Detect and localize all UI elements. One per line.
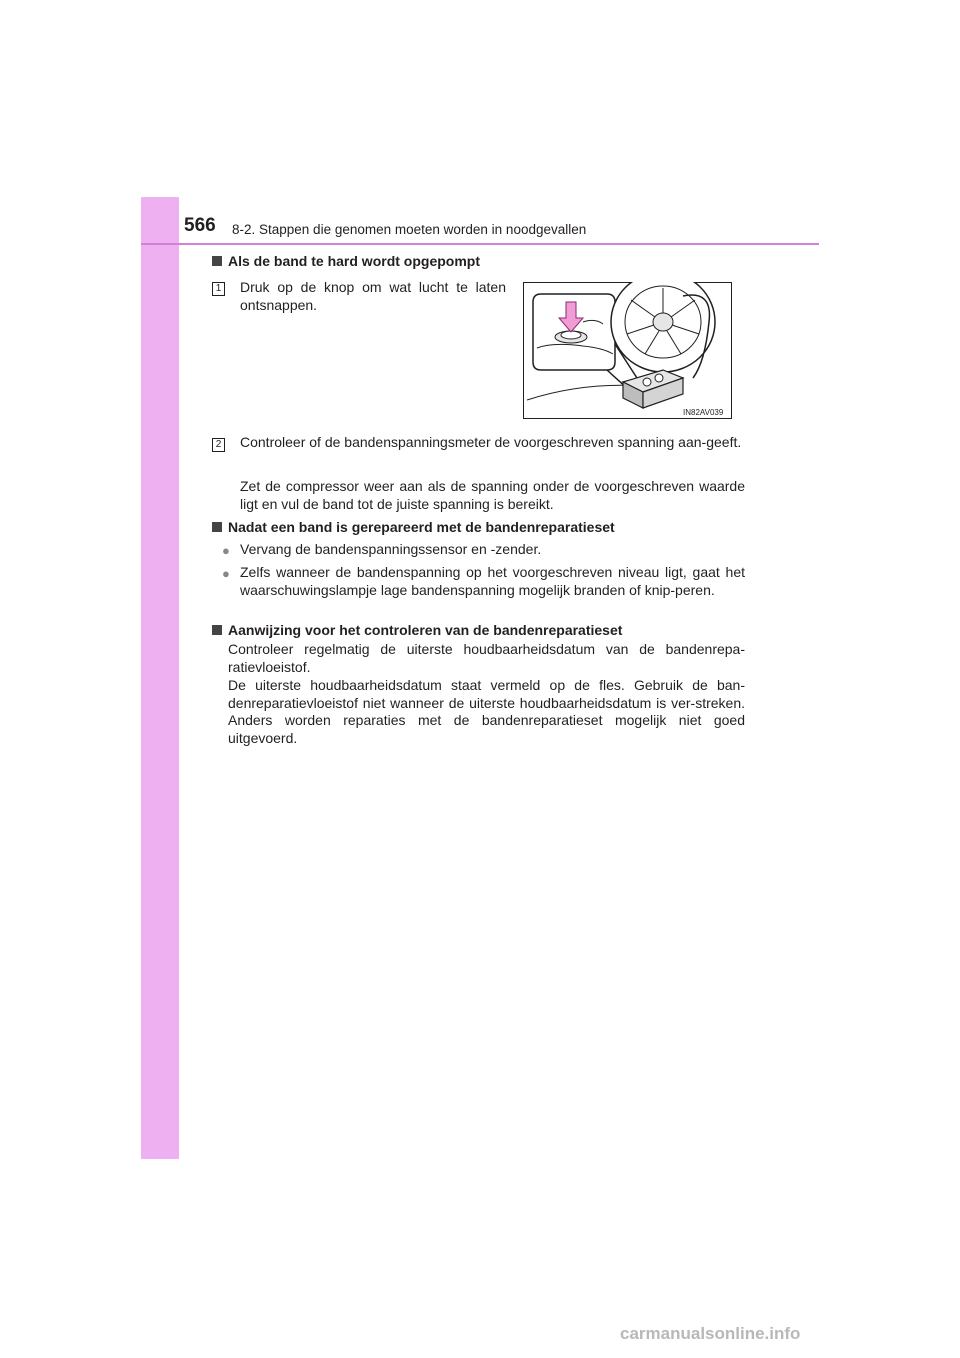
page-number: 566 (184, 215, 216, 236)
square-bullet-icon (212, 522, 222, 532)
watermark-logo: carmanualsonline.info (620, 1324, 801, 1343)
square-bullet-icon (212, 625, 222, 635)
side-tab-band (141, 197, 179, 1159)
square-bullet-icon (212, 256, 222, 266)
section-title: 8-2. Stappen die genomen moeten worden in noodgevallen (232, 222, 587, 237)
kit-check-para-1: Controleer regelmatig de uiterste houdbaarheidsdatum van de bandenrepa-ratievloeistof. (228, 641, 745, 675)
heading-text: Nadat een band is gerepareerd met de bandenreparatieset (228, 519, 615, 535)
heading-after-repair (212, 519, 615, 535)
heading-text: Als de band te hard wordt opgepompt (228, 253, 480, 269)
bullet-dot-icon: ● (222, 543, 230, 558)
heading-text: Aanwijzing voor het controleren van de bandenreparatieset (228, 622, 623, 638)
bullet-dot-icon: ● (222, 566, 230, 581)
step-2-text: Controleer of de bandenspanningsmeter de voorgeschreven spanning aan-geeft. (240, 434, 742, 450)
kit-check-para-2: De uiterste houdbaarheidsdatum staat vermeld op de fles. Gebruik de ban-denreparatievloeistof niet wanneer de uiterste houdbaarheidsdatum is ver-streken. Anders worden reparaties met de bandenreparatieset mogelijk niet goed uitgevoerd. (228, 677, 745, 746)
figure-code: IN82AV039 (683, 408, 724, 417)
step-2-note: Zet de compressor weer aan als de spanning onder de voorgeschreven waarde ligt en vul de band tot de juiste spanning is bereikt. (240, 478, 745, 512)
step-1-badge: 1 (212, 282, 225, 296)
header-rule (141, 243, 819, 245)
heading-overinflated (212, 253, 480, 269)
compressor-illustration (523, 282, 732, 419)
step-1-text: Druk op de knop om wat lucht te laten ontsnappen. (240, 279, 506, 313)
bullet-item: Vervang de bandenspanningssensor en -zender. (240, 541, 542, 557)
bullet-item: Zelfs wanneer de bandenspanning op het voorgeschreven niveau ligt, gaat het waarschuwingslampje lage bandenspanning mogelijk branden of knip-peren. (240, 564, 745, 598)
step-2-badge: 2 (212, 438, 225, 452)
heading-kit-check (212, 622, 622, 638)
